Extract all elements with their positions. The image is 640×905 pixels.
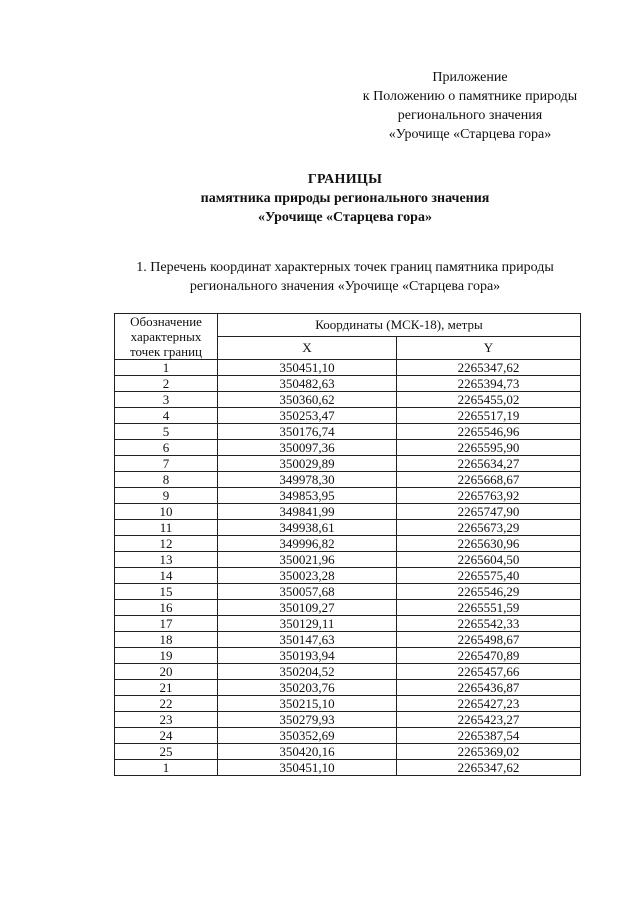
cell-x: 350021,96 <box>218 552 397 568</box>
cell-x: 350203,76 <box>218 680 397 696</box>
cell-point-number: 2 <box>115 376 218 392</box>
cell-x: 350279,93 <box>218 712 397 728</box>
cell-point-number: 8 <box>115 472 218 488</box>
cell-x: 350176,74 <box>218 424 397 440</box>
cell-x: 350057,68 <box>218 584 397 600</box>
cell-x: 349841,99 <box>218 504 397 520</box>
table-row <box>115 632 581 648</box>
cell-y: 2265347,62 <box>397 360 581 376</box>
table-row <box>115 504 581 520</box>
cell-x: 350023,28 <box>218 568 397 584</box>
cell-y: 2265546,96 <box>397 424 581 440</box>
title-line: памятника природы регионального значения <box>200 191 490 206</box>
cell-x: 350204,52 <box>218 664 397 680</box>
cell-point-number: 25 <box>115 744 218 760</box>
cell-y: 2265436,87 <box>397 680 581 696</box>
cell-x: 350360,62 <box>218 392 397 408</box>
cell-point-number: 10 <box>115 504 218 520</box>
table-row <box>115 600 581 616</box>
table-row <box>115 648 581 664</box>
cell-point-number: 1 <box>115 760 218 776</box>
cell-y: 2265394,73 <box>397 376 581 392</box>
table-row <box>115 712 581 728</box>
cell-y: 2265551,59 <box>397 600 581 616</box>
cell-point-number: 15 <box>115 584 218 600</box>
cell-point-number: 6 <box>115 440 218 456</box>
cell-y: 2265546,29 <box>397 584 581 600</box>
cell-y: 2265575,40 <box>397 568 581 584</box>
cell-y: 2265470,89 <box>397 648 581 664</box>
cell-point-number: 20 <box>115 664 218 680</box>
cell-point-number: 14 <box>115 568 218 584</box>
cell-point-number: 5 <box>115 424 218 440</box>
cell-y: 2265517,19 <box>397 408 581 424</box>
table-row <box>115 408 581 424</box>
cell-point-number: 19 <box>115 648 218 664</box>
appendix-header <box>340 68 600 144</box>
cell-point-number: 24 <box>115 728 218 744</box>
table-row <box>115 616 581 632</box>
table-row <box>115 728 581 744</box>
title-line: «Урочище «Старцева гора» <box>258 210 432 225</box>
table-header-row <box>115 314 581 337</box>
cell-point-number: 23 <box>115 712 218 728</box>
cell-x: 350482,63 <box>218 376 397 392</box>
title-main: ГРАНИЦЫ <box>307 172 383 187</box>
table-row <box>115 392 581 408</box>
appendix-line: «Урочище «Старцева гора» <box>388 127 552 142</box>
cell-x: 349938,61 <box>218 520 397 536</box>
cell-x: 350215,10 <box>218 696 397 712</box>
cell-point-number: 3 <box>115 392 218 408</box>
table-row <box>115 680 581 696</box>
cell-point-number: 9 <box>115 488 218 504</box>
cell-x: 350109,27 <box>218 600 397 616</box>
cell-point-number: 11 <box>115 520 218 536</box>
table-row <box>115 456 581 472</box>
header-y: Y <box>397 337 581 360</box>
table-row <box>115 568 581 584</box>
cell-x: 349853,95 <box>218 488 397 504</box>
cell-point-number: 21 <box>115 680 218 696</box>
cell-y: 2265630,96 <box>397 536 581 552</box>
cell-y: 2265347,62 <box>397 760 581 776</box>
cell-point-number: 7 <box>115 456 218 472</box>
table-row <box>115 488 581 504</box>
cell-y: 2265668,67 <box>397 472 581 488</box>
document-title <box>100 170 590 227</box>
cell-x: 350253,47 <box>218 408 397 424</box>
appendix-line: Приложение <box>432 70 508 85</box>
table-row <box>115 760 581 776</box>
table-row <box>115 536 581 552</box>
cell-x: 350147,63 <box>218 632 397 648</box>
table-row <box>115 360 581 376</box>
header-coordinates: Координаты (МСК-18), метры <box>218 314 581 337</box>
cell-point-number: 22 <box>115 696 218 712</box>
table-row <box>115 584 581 600</box>
table-row <box>115 664 581 680</box>
table-body <box>115 360 581 776</box>
cell-y: 2265763,92 <box>397 488 581 504</box>
table-row <box>115 520 581 536</box>
cell-y: 2265455,02 <box>397 392 581 408</box>
cell-x: 349996,82 <box>218 536 397 552</box>
cell-y: 2265542,33 <box>397 616 581 632</box>
header-x: X <box>218 337 397 360</box>
table-row <box>115 440 581 456</box>
section-line: регионального значения «Урочище «Старцева гора» <box>189 279 501 294</box>
cell-y: 2265387,54 <box>397 728 581 744</box>
cell-point-number: 4 <box>115 408 218 424</box>
cell-y: 2265673,29 <box>397 520 581 536</box>
table-row <box>115 472 581 488</box>
cell-x: 350420,16 <box>218 744 397 760</box>
cell-y: 2265634,27 <box>397 456 581 472</box>
cell-point-number: 12 <box>115 536 218 552</box>
cell-x: 350451,10 <box>218 760 397 776</box>
cell-x: 350193,94 <box>218 648 397 664</box>
cell-y: 2265423,27 <box>397 712 581 728</box>
cell-y: 2265369,02 <box>397 744 581 760</box>
table-row <box>115 744 581 760</box>
table-row <box>115 552 581 568</box>
coordinates-table <box>114 313 581 776</box>
header-point-designation: Обозначение характерных точек границ <box>115 314 218 360</box>
cell-y: 2265457,66 <box>397 664 581 680</box>
table-row <box>115 696 581 712</box>
cell-x: 350029,89 <box>218 456 397 472</box>
cell-y: 2265747,90 <box>397 504 581 520</box>
table-row <box>115 424 581 440</box>
cell-point-number: 16 <box>115 600 218 616</box>
cell-point-number: 1 <box>115 360 218 376</box>
cell-x: 350352,69 <box>218 728 397 744</box>
cell-point-number: 13 <box>115 552 218 568</box>
cell-x: 349978,30 <box>218 472 397 488</box>
section-line: 1. Перечень координат характерных точек границ памятника природы <box>136 260 554 275</box>
appendix-line: регионального значения <box>397 108 543 123</box>
cell-y: 2265427,23 <box>397 696 581 712</box>
cell-x: 350097,36 <box>218 440 397 456</box>
cell-point-number: 17 <box>115 616 218 632</box>
appendix-line: к Положению о памятнике природы <box>362 89 578 104</box>
cell-y: 2265595,90 <box>397 440 581 456</box>
cell-y: 2265498,67 <box>397 632 581 648</box>
section-heading <box>95 258 595 296</box>
cell-y: 2265604,50 <box>397 552 581 568</box>
cell-x: 350129,11 <box>218 616 397 632</box>
table-row <box>115 376 581 392</box>
cell-x: 350451,10 <box>218 360 397 376</box>
cell-point-number: 18 <box>115 632 218 648</box>
